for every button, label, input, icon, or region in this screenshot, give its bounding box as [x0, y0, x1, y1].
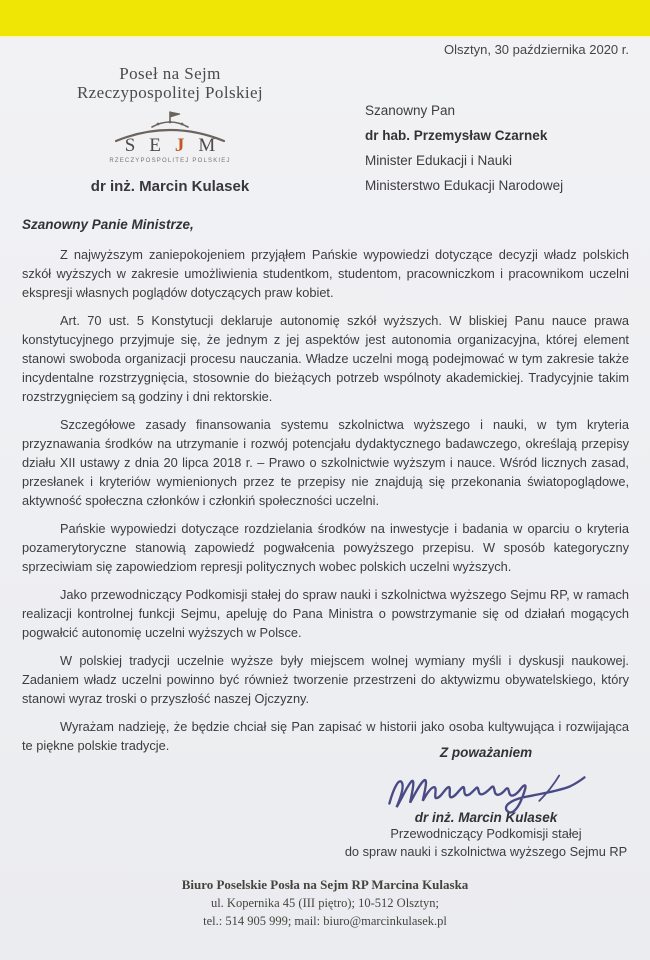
- valediction: Z poważaniem: [439, 745, 533, 760]
- logo-letter-j: J: [174, 135, 185, 156]
- recipient-block: [365, 98, 563, 198]
- recipient-title: Minister Edukacji i Nauki: [365, 153, 513, 168]
- letter-date: Olsztyn, 30 października 2020 r.: [444, 42, 629, 57]
- office-footer: [0, 876, 650, 930]
- paragraph-6: W polskiej tradycji uczelnie wyższe były miejscem wolnej wymiany myśli i dyskusji naukowej. Zadaniem władz uczelni powinno być również tworzenie przestrzeni do aktywizmu obywatelskiego, który stanowi wyraz troski o przyszłość naszej Ojczyzny.: [22, 653, 629, 706]
- sender-title-line2: Rzeczypospolitej Polskiej: [76, 83, 264, 102]
- sejm-logo: [38, 109, 302, 164]
- paragraph-7: Wyrażam nadzieję, że będzie chciał się Pan zapisać w historii jako osoba kultywująca i rozwijająca te piękne polskie tradycje.: [22, 719, 629, 753]
- paragraph-4: Pańskie wypowiedzi dotyczące rozdzielania środków na inwestycje i badania w oparciu o kryteria pozamerytoryczne stanowią zapowiedź pogwałcenia powyższego przepisu. W sposób kategoryczny sprzeciwiam się zapowiedziom represji politycznych wobec polskich uczelni wyższych.: [22, 521, 629, 574]
- paragraph-2: Art. 70 ust. 5 Konstytucji deklaruje autonomię szkół wyższych. W bliskiej Panu nauce prawa konstytucyjnego przyjmuje się, że jednym z jej aspektów jest autonomia organizacyjna, której element stanowi swoboda organizacji procesu nauczania. Władze uczelni mogą podejmować w tym zakresie także incydentalne rozstrzygnięcia, stosownie do bieżących potrzeb wspólnoty akademickiej. Tradycyjnie takim rozstrzygnięciem są godziny i dni rektorskie.: [22, 313, 629, 404]
- letter-body: [22, 245, 629, 764]
- salutation: Szanowny Panie Ministrze,: [22, 217, 194, 232]
- logo-letter-m: M: [198, 135, 216, 156]
- yellow-header-band: [0, 0, 650, 38]
- sender-name: dr inż. Marcin Kulasek: [90, 178, 250, 195]
- footer-address: ul. Kopernika 45 (III piętro); 10-512 Olsztyn;: [210, 896, 440, 910]
- footer-office-name: Biuro Poselskie Posła na Sejm RP Marcina Kulaska: [181, 877, 469, 892]
- paragraph-3: Szczegółowe zasady finansowania systemu szkolnictwa wyższego i nauki, w tym kryteria przyznawania środków na utrzymanie i rozwój potencjału dydaktycznego badawczego, określają przepisy działu XII ustawy z dnia 20 lipca 2018 r. – Prawo o szkolnictwie wyższym i nauce. Wśród licznych zasad, przesłanek i kryteriów wymienionych przez te przepisy nie znajdują się przekonania światopoglądowe, aktywność społeczna członków i członkiń społeczności uczelni.: [22, 417, 629, 508]
- paragraph-5: Jako przewodniczący Podkomisji stałej do spraw nauki i szkolnictwa wyższego Sejmu RP, w ramach realizacji kontrolnej funkcji Sejmu, apeluję do Pana Ministra o powstrzymanie się od działań mogących pogwałcić autonomię uczelni wyższych w Polsce.: [22, 587, 629, 640]
- recipient-line-szanowny-pan: Szanowny Pan: [365, 103, 456, 118]
- signatory-name: dr inż. Marcin Kulasek: [414, 810, 558, 825]
- sender-title-line1: Poseł na Sejm: [119, 64, 221, 83]
- paragraph-1: Z najwyższym zaniepokojeniem przyjąłem Pańskie wypowiedzi dotyczące decyzji władz polskich szkół wyższych w zakresie umożliwienia studentkom, studentom, pracowniczkom i pracownikom uczelni ekspresji własnych poglądów dotyczących praw kobiet.: [22, 247, 629, 300]
- signatory-title-line2: do spraw nauki i szkolnictwa wyższego Sejmu RP: [344, 843, 628, 859]
- recipient-ministry: Ministerstwo Edukacji Narodowej: [365, 178, 564, 193]
- sejm-logo-caption: RZECZYPOSPOLITEJ POLSKIEJ: [109, 158, 231, 164]
- logo-letter-s: S: [124, 135, 136, 156]
- sejm-logo-letters: [38, 135, 302, 157]
- closing-block: [330, 745, 642, 860]
- signatory-title-line1: Przewodniczący Podkomisji stałej: [390, 826, 582, 841]
- sender-block: [38, 64, 302, 195]
- footer-contact: tel.: 514 905 999; mail: biuro@marcinkulasek.pl: [203, 914, 447, 928]
- recipient-name: dr hab. Przemysław Czarnek: [365, 128, 548, 143]
- logo-letter-e: E: [149, 135, 161, 156]
